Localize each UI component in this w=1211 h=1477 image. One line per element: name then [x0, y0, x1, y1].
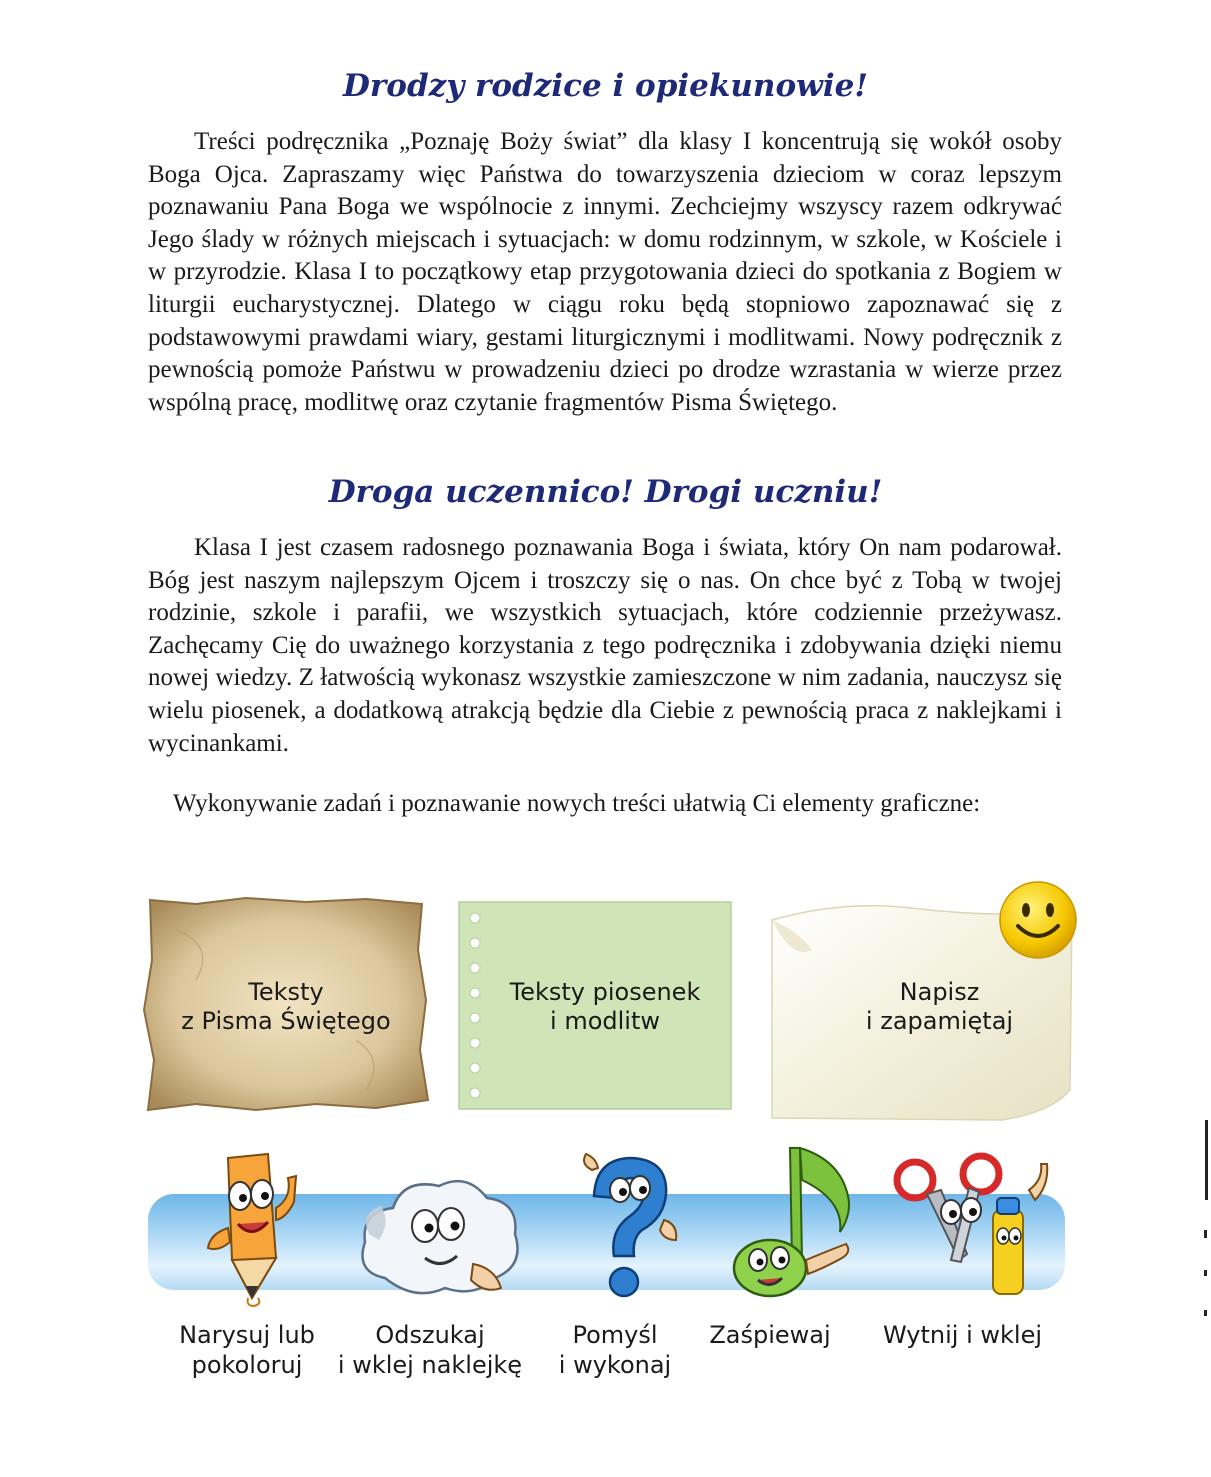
sticker-label — [325, 1320, 535, 1380]
think-label — [545, 1320, 685, 1380]
sing-label-line1: Zaśpiewaj — [709, 1321, 831, 1349]
scripture-card-line2: z Pisma Świętego — [181, 1007, 391, 1035]
draw-label — [142, 1320, 352, 1380]
cloud-sticker-mascot-icon — [355, 1168, 525, 1310]
scripture-card-line1: Teksty — [248, 978, 324, 1006]
students-paragraph: Klasa I jest czasem radosnego poznawania Boga i świata, który On nam podarował. Bóg jest naszym najlepszym Ojcem i troszczy się o nas. On chce być z Tobą w twojej rodzinie, szkole i parafii, we wszystkich sytuacjach, które codziennie przeżywasz. Zachęcamy Cię do uważnego korzystania z tego podręcznika i zdobywania dzięki niemu nowej wiedzy. Z łatwością wykonasz wszystkie zamieszczone w nim zadania, nauczysz się wielu piosenek, a dodatkową atrakcją będzie dla Ciebie z pewnością praca z naklejkami i wycinankami. — [148, 534, 1062, 757]
graphics-intro: Wykonywanie zadań i poznawanie nowych treści ułatwią Ci elementy graficzne: — [173, 790, 981, 817]
songs-card-line2: i modlitw — [550, 1007, 660, 1035]
cut-label-line1: Wytnij i wklej — [882, 1321, 1043, 1349]
think-label-line2: i wykonaj — [558, 1351, 672, 1379]
remember-card — [752, 890, 1097, 1130]
think-label-line1: Pomyśl — [572, 1321, 658, 1349]
music-note-mascot-icon — [720, 1140, 865, 1310]
sing-label — [695, 1320, 845, 1350]
pencil-mascot-icon — [188, 1148, 308, 1308]
remember-card-line2: i zapamiętaj — [865, 1007, 1014, 1035]
question-mark-mascot-icon — [572, 1150, 682, 1310]
scripture-card — [136, 890, 436, 1120]
parents-heading: Drodzy rodzice i opiekunowie! — [343, 68, 868, 104]
sticker-label-line1: Odszukaj — [375, 1321, 485, 1349]
cut-label — [870, 1320, 1055, 1350]
students-heading: Droga uczennico! Drogi uczniu! — [328, 474, 883, 510]
draw-label-line2: pokoloruj — [191, 1351, 303, 1379]
scissors-glue-mascot-icon — [885, 1150, 1050, 1308]
smiley-icon — [996, 878, 1080, 962]
parents-paragraph: Treści podręcznika „Poznaję Boży świat” dla klasy I koncentrują się wokół osoby Boga Ojca. Zapraszamy więc Państwa do towarzyszenia dzieciom w coraz lepszym poznawaniu Pana Boga we wspólnocie z innymi. Zechciejmy wszyscy razem odkrywać Jego ślady w różnych miejscach i sytuacjach: w domu rodzinnym, w szkole, w Kościele i w przyrodzie. Klasa I to początkowy etap przygotowania dzieci do spotkania z Bogiem w liturgii eucharystycznej. Dlatego w ciągu roku będą stopniowo zapoznawać się z podstawowymi prawdami wiary, gestami liturgicznymi i modlitwami. Nowy podręcznik z pewnością pomoże Państwu w prowadzeniu dzieci po drodze wzrastania w wierze przez wspólną pracę, modlitwę oraz czytanie fragmentów Pisma Świętego. — [148, 128, 1062, 416]
songs-card-label — [475, 978, 735, 1036]
remember-card-line1: Napisz — [899, 978, 980, 1006]
songs-card — [455, 898, 735, 1113]
remember-card-label — [782, 978, 1097, 1036]
page-edge-marks — [1196, 1120, 1211, 1340]
sticker-label-line2: i wklej naklejkę — [337, 1351, 523, 1379]
songs-card-line1: Teksty piosenek — [509, 978, 701, 1006]
draw-label-line1: Narysuj lub — [179, 1321, 315, 1349]
scripture-card-label — [136, 978, 436, 1036]
